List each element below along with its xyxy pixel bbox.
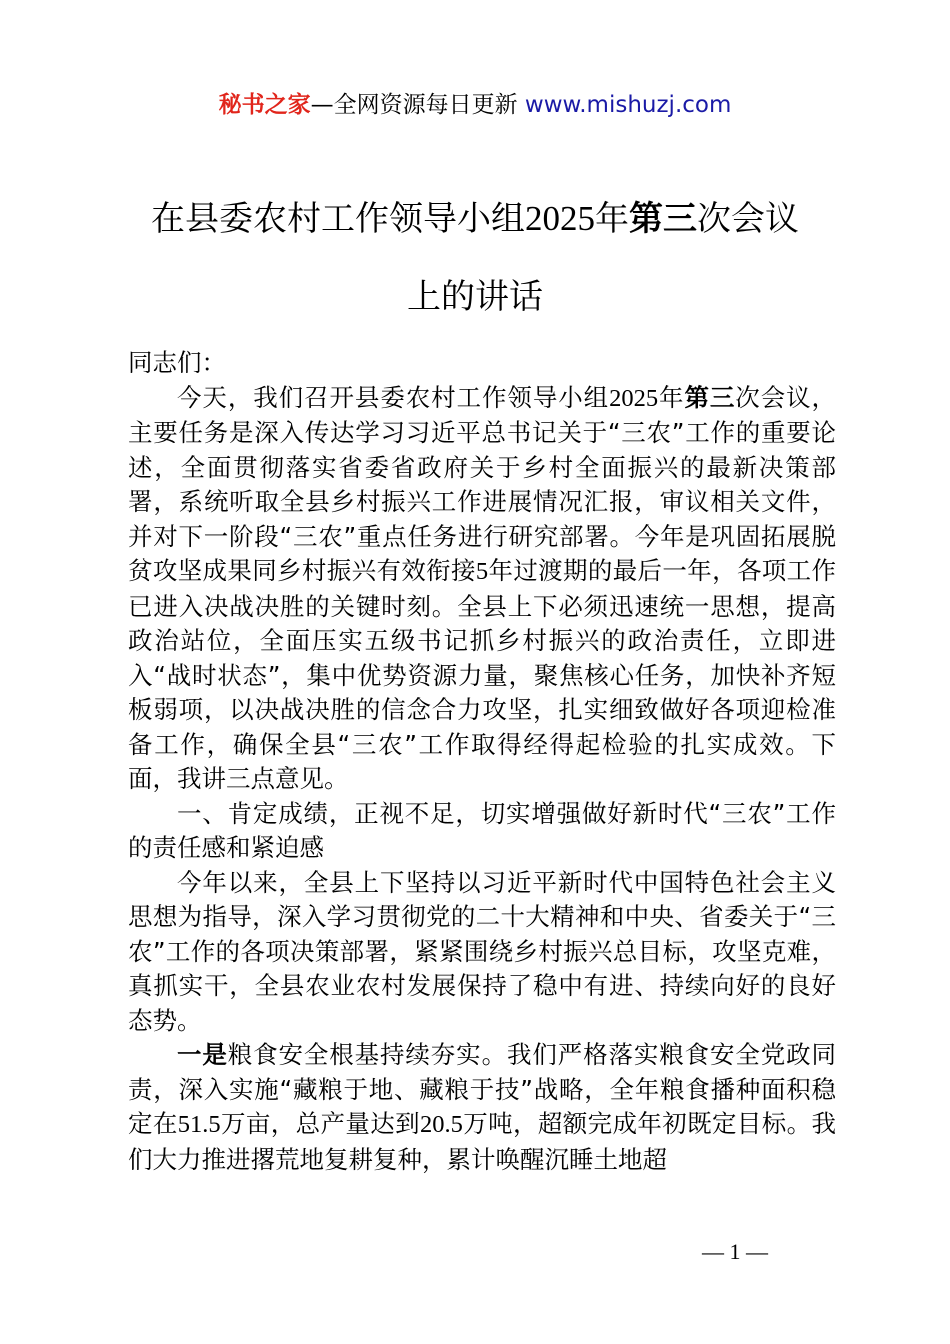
- title-text-post: 次会议: [697, 199, 799, 239]
- paragraph-grain-security: [128, 1038, 836, 1177]
- text-run: 粮食安全根基持续夯实。我们严格落实粮食安全党政同责，深入实施“藏粮于地、藏粮于技”战略，全年粮食播种面积稳定在: [128, 1040, 837, 1138]
- text-run: 年过渡期的最后一年，各项工作已进入决战决胜的关键时刻。全县上下必须迅速统一思想，提高政治站位，全面压实五级书记抓乡村振兴的政治责任，立即进入“战时状态”，集中优势资源力量，聚焦核心任务，加快补齐短板弱项，以决战决胜的信念合力攻坚，扎实细致做好各项迎检准备工作，确保全县“三农”工作取得经得起检验的扎实成效。下面，我讲三点意见。: [128, 556, 836, 793]
- site-header: [0, 88, 950, 122]
- header-slogan: —全网资源每日更新: [310, 92, 525, 118]
- text-number: 20.5: [420, 1111, 463, 1138]
- title-text-pre: 在县委农村工作领导小组: [151, 199, 525, 239]
- paragraph-intro: [128, 381, 836, 797]
- text-run: 万亩，总产量达到: [220, 1109, 420, 1138]
- title-line-1: [0, 180, 950, 258]
- text-run: 次会议，主要任务是深入传达学习习近平总书记关于“三农”工作的重要论述，全面贯彻落实省委省政府关于乡村全面振兴的最新决策部署，系统听取全县乡村振兴工作进展情况汇报，审议相关文件，并对下一阶段“三农”重点任务进行研究部署。今年是巩固拓展脱贫攻坚成果同乡村振兴有效衔接: [128, 382, 837, 585]
- text-run: 今天，我们召开县委农村工作领导小组: [177, 382, 610, 412]
- document-body: [128, 346, 836, 1177]
- title-text-mid: 年: [595, 199, 629, 239]
- text-number: 51.5: [177, 1111, 221, 1138]
- page-number: — 1 —: [702, 1239, 768, 1264]
- title-line-2: 上的讲话: [407, 277, 543, 317]
- salutation: 同志们：: [128, 348, 226, 377]
- site-url-link[interactable]: www.mishuzj.com: [524, 92, 732, 118]
- text-bold: 一是: [177, 1040, 228, 1069]
- section-heading-1: 一、肯定成绩，正视不足，切实增强做好新时代“三农”工作的责任感和紧迫感: [128, 798, 836, 862]
- document-title: [0, 180, 950, 336]
- text-year: 2025: [609, 384, 659, 412]
- text-run: 万吨，超额完成年初既定目标。我们大力推进撂荒地复耕复种，累计唤醒沉睡土地超: [128, 1109, 836, 1174]
- paragraph-overview: 今年以来，全县上下坚持以习近平新时代中国特色社会主义思想为指导，深入学习贯彻党的二十大精神和中央、省委关于“三农”工作的各项决策部署，紧紧围绕乡村振兴总目标，攻坚克难，真抓实干，全县农业农村发展保持了稳中有进、持续向好的良好态势。: [128, 867, 836, 1035]
- text-number: 5: [475, 558, 489, 585]
- title-bold-text: 第三: [629, 199, 697, 239]
- text-run: 年: [658, 382, 685, 412]
- title-year: 2025: [525, 199, 595, 238]
- text-bold: 第三: [684, 382, 736, 412]
- brand-name: 秘书之家: [218, 92, 311, 118]
